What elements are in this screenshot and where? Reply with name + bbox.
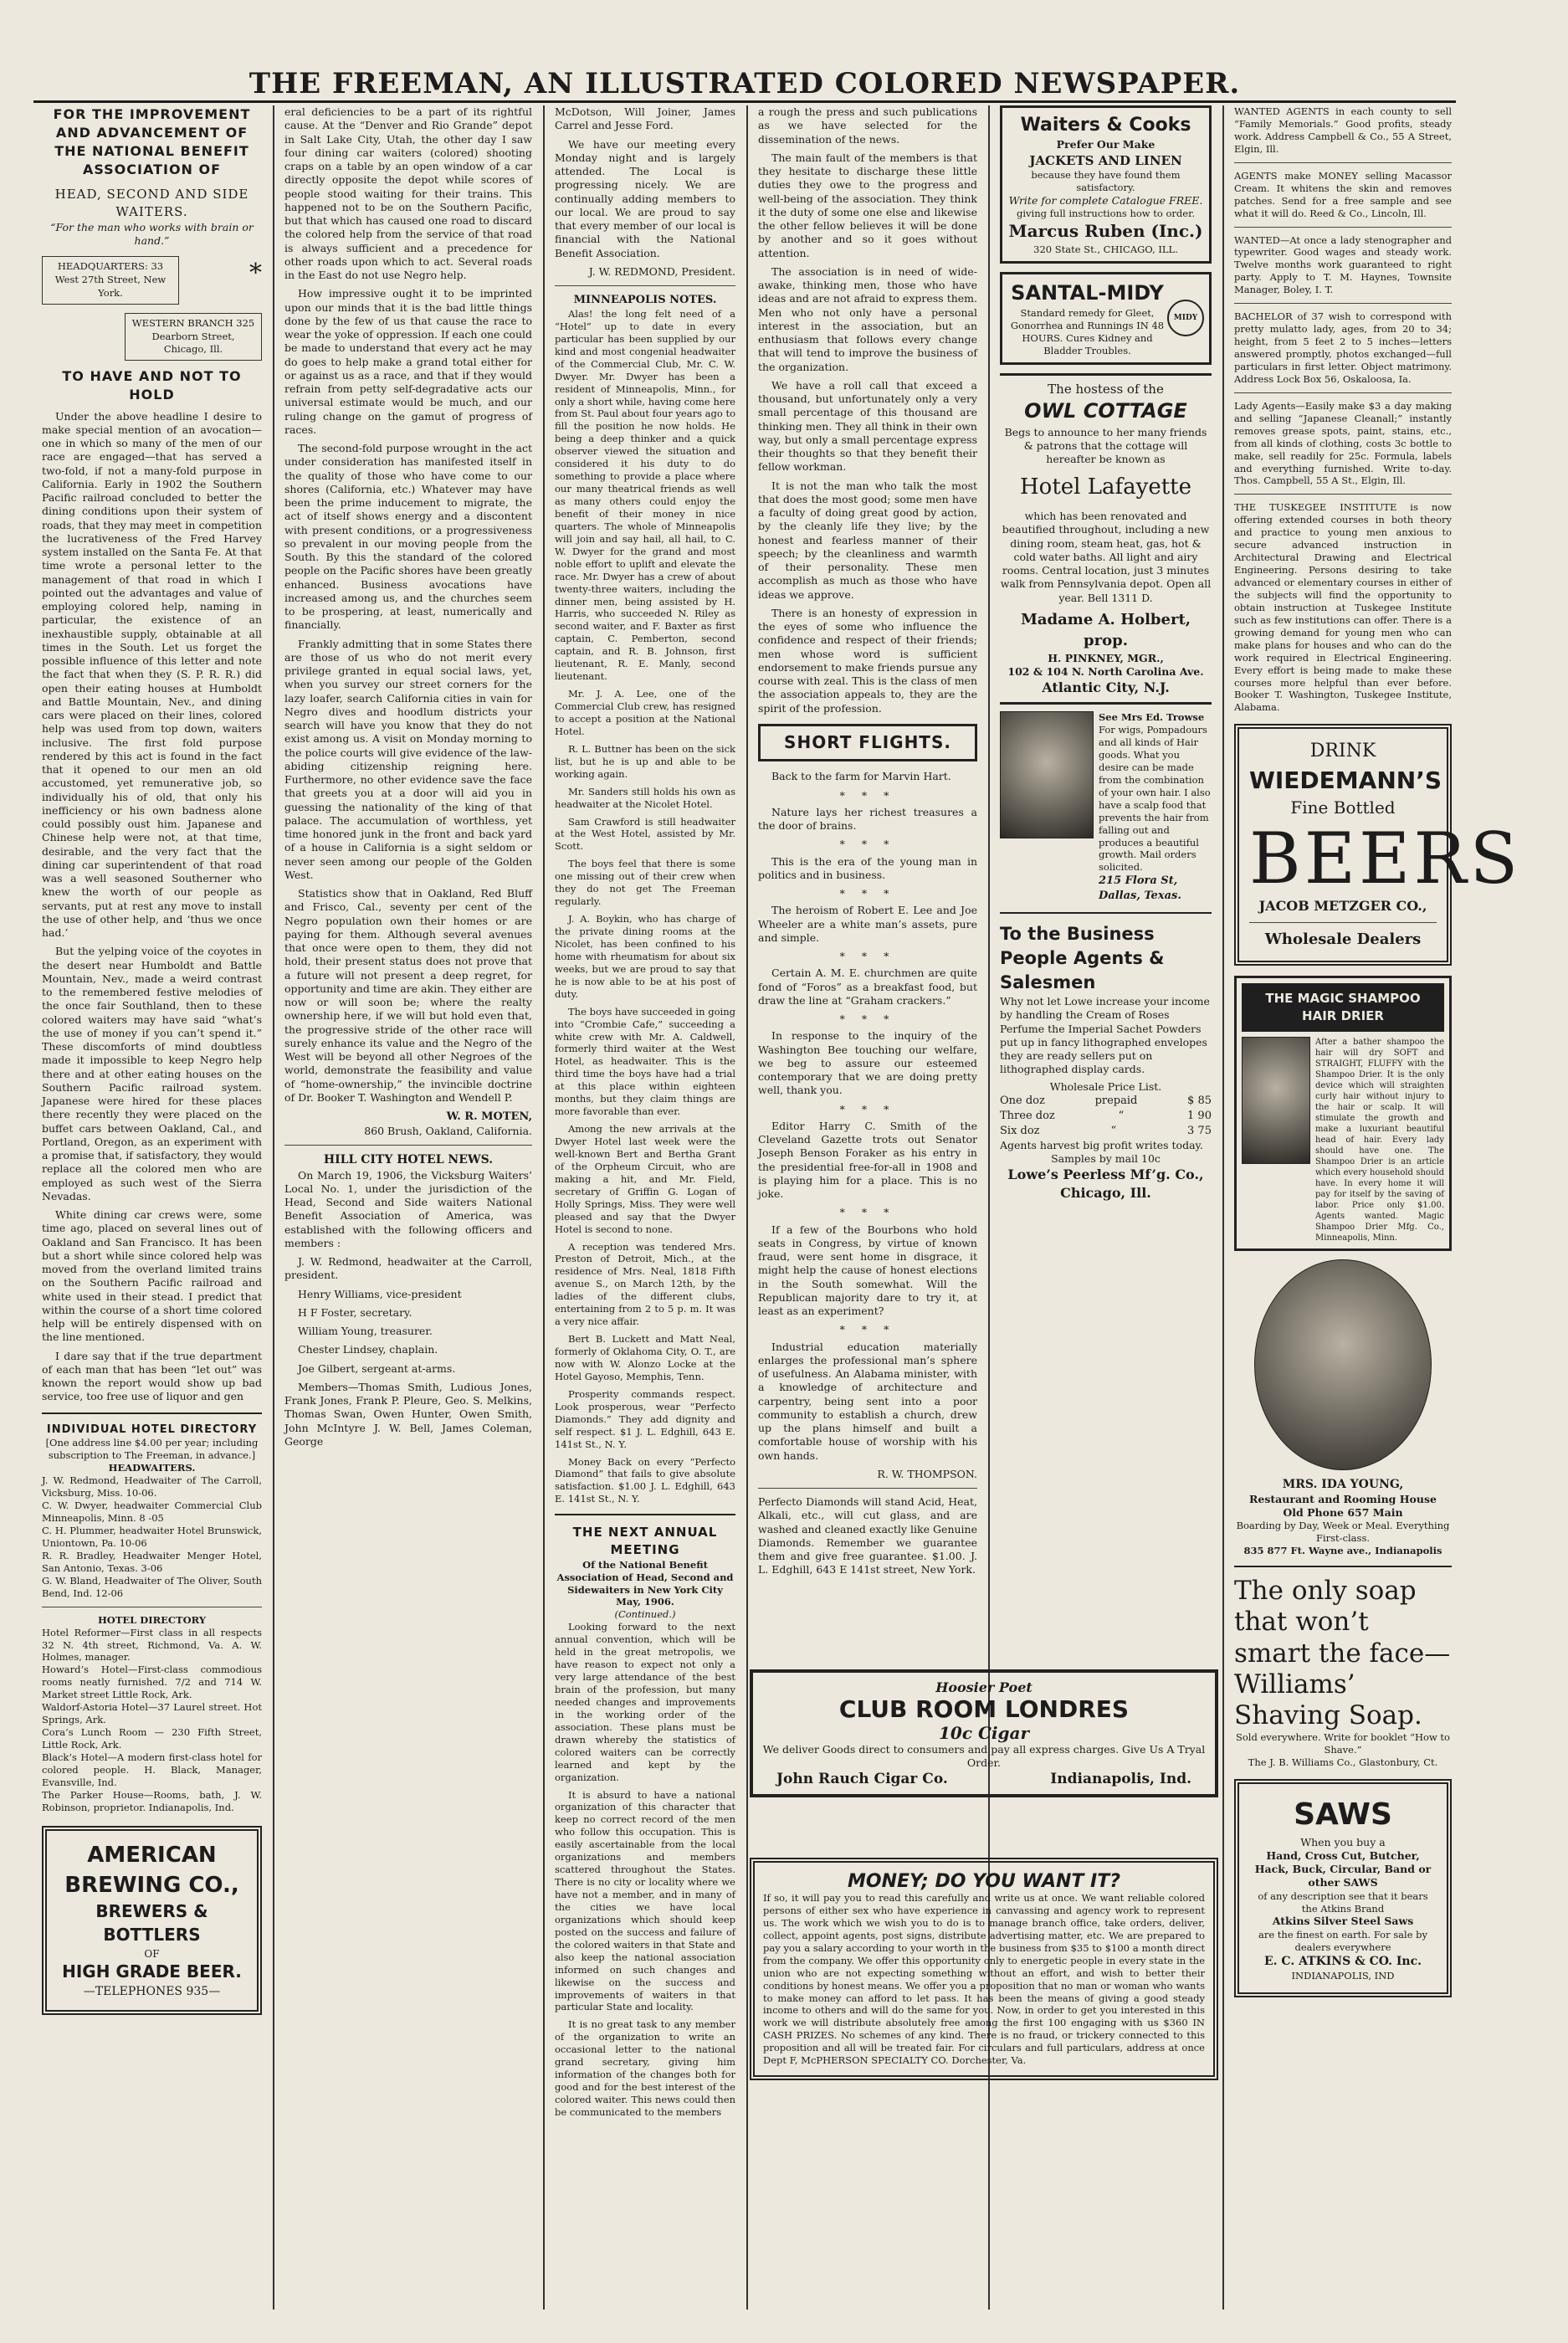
meeting-paragraph: It is not the man who talk the most that does the most good; some men have a faculty of doing great good by action, by the cleanly life they live; by the honest and fearless manner of their speech; by the cleanliness and warmth of their personality. These men accomplish as much as those who have ideas we approve. (758, 479, 977, 601)
diamond-notice: Prosperity commands respect. Look prosperous, wear “Perfecto Diamonds.” They add dignity and self respect. $1 J. L. Edghill, 643 E. 141st St., N. Y. (555, 1387, 735, 1450)
club-poet: Hoosier Poet (935, 1679, 1033, 1695)
saws-city: INDIANAPOLIS, IND (1291, 1969, 1395, 1982)
williams-soap-small: Sold everywhere. Write for booklet “How to Shave.” (1236, 1731, 1450, 1756)
divider (1234, 227, 1452, 228)
article-paragraph: Frankly admitting that in some States there are those of us who do not merit every privilege granted in equal social laws, yet, when you survey our street corners for the lazy loafer, search California cities in vain for Negro dives and hoodlum districts your search will have you know that they do not exist among us. A visit on Monday morning to the police courts will give evidence of the law-abiding citizenship reigning here. Furthermore, no other evidence save the face that greets you at a door will aid you in guessing the nationality of the king of that palace. The accumulation of worthless, yet time honored junk in the front and back yard of a house in California is a sight seldom or never seen among our people of the Golden West. (284, 637, 532, 881)
article-body (42, 410, 262, 1404)
article-paragraph: Under the above headline I desire to make special mention of an avocation—one in which so many of the men of our race are engaged—that has served a two-fold, if not a many-fold purpose in California. Early in 1902 the Southern Pacific railroad concluded to better the dining conditions upon their system of roads, that they may meet in competition the lucrativeness of the Fred Harvey system installed on the Santa Fe. At that time wrote a personal letter to the management of that road in which I pointed out the advantages and value of employing colored help, naming in particular, the existence of an inexhaustible supply, obtainable at all times in the South. Let us forget the possible influence of this letter and note the fact that when they (S. P. R. R.) did open their eating houses at Humboldt and Battle Mountain, Nev., and dining cars were placed on their lines, colored help was used from top down, waiters inclusive. The first fold purpose rendered by this act is found in the fact that it opened to our men an old accustomed, yet remunerative job, so individually his of old, that only his inefficiency or his own badness alone could possibly oust him. Japanese and Chinese help were not, at that time, desirable, and the very fact that the dining car superintendent of that road was a well seasoned Southerner who knew the worth of our people as servants, put at rest any move to install the use of other help, and ‘thus we once had.’ (42, 409, 262, 939)
brewing-company-name: AMERICAN BREWING CO., (64, 1842, 239, 1898)
hotel-entry: Hotel Reformer—First class in all respects 32 N. 4th street, Richmond, Va. A. W. Holmes, manager. (42, 1626, 262, 1664)
price-note-2: Samples by mail 10c (1051, 1151, 1161, 1165)
brewing-line-3: HIGH GRADE BEER. (62, 1961, 242, 1982)
directory-title: INDIVIDUAL HOTEL DIRECTORY (46, 1423, 258, 1436)
trowse-text: For wigs, Pompadours and all kinds of Hair goods. What you desire can be made from the combination of your own hair. I also have a scalp food that prevents the hair from falling out and produces a beautiful growth. Mail orders solicited. (1099, 724, 1211, 874)
classified-item: BACHELOR of 37 wish to correspond with pretty mulatto lady, ages, from 20 to 34; height, from 5 feet 2 to 5 inches—letters answered promptly, photos exchanged—full particulars in first letter. Object matrimony. Address Lock Box 56, Oskaloosa, Ia. (1234, 310, 1452, 385)
president-signature: J. W. REDMOND, President. (588, 264, 735, 278)
shampoo-title: THE MAGIC SHAMPOO HAIR DRIER (1242, 983, 1444, 1031)
american-brewing-ad (42, 1826, 262, 2015)
ida-young-portrait (1254, 1259, 1432, 1470)
club-city: Indianapolis, Ind. (1050, 1770, 1191, 1787)
price-row (1000, 1124, 1212, 1139)
meeting-paragraph: It is no great task to any member of the organization to write an occasional letter to the national grand secretary, giving him information of the changes both for good and for the best interest of the colored waiter. This news could then be communicated to the members (555, 2018, 735, 2118)
news-paragraph: Mr. J. A. Lee, one of the Commercial Club crew, has resigned to accept a position at the National Hotel. (555, 688, 735, 737)
news-paragraph: R. L. Buttner has been on the sick list, but he is up and able to be working again. (555, 742, 735, 780)
article-continued (284, 105, 532, 1105)
lowe-company: Lowe’s Peerless Mf’g. Co., Chicago, Ill. (1007, 1166, 1204, 1202)
business-title: To the Business People Agents & Salesmen (1000, 924, 1165, 993)
owl-line-1: The hostess of the (1048, 381, 1164, 397)
hotel-entry: Cora’s Lunch Room — 230 Fifth Street, Little Rock, Ark. (42, 1726, 262, 1751)
trowse-portrait (1000, 711, 1094, 838)
annual-meeting-subtitle: Of the National Benefit Association of Head, Second and Sidewaiters in New York City May, 1906. (556, 1558, 734, 1608)
divider (1000, 912, 1212, 914)
article-paragraph: How impressive ought it to be imprinted upon our minds that it is the bad little things done by the few of us that cause the race to wear the yoke of oppression. If each one could be made to understand that every act he may do goes to help make a grand total either for or against us as a race, and that if they would refrain from petty self-degradative acts our universal estimate would be much, and our ruling change on the gamut of progress of races. (284, 287, 532, 436)
owl-cottage-ad (1000, 373, 1212, 705)
ida-young-line-1: Restaurant and Rooming House (1249, 1492, 1437, 1505)
brewing-line-2: BREWERS & BOTTLERS (95, 1901, 208, 1945)
wiedemann-title: WIEDEMANN’S (1249, 766, 1442, 794)
article-paragraph: eral deficiencies to be a part of its rightful cause. At the “Denver and Rio Grande” depot in Salt Lake City, Utah, the other day I saw four dining car waiters (colored) shooting craps on a table by an open window of a car directly opposite the depot while scores of people stood waiting for their trains. This happened not to be on the Southern Pacific, but that which has caused one road to discard the colored help from the service of that road is always sufficient and a precedence for other roads upon which to act. Several roads in the East do not use Negro help. (284, 105, 532, 281)
hotel-entry: Waldorf-Astoria Hotel—37 Laurel street. Hot Springs, Ark. (42, 1701, 262, 1726)
meeting-paragraph: Looking forward to the next annual convention, which will be held in the great metropolis, we have reason to expect not only a very large attendance of the best brain of the profession, but many needed changes and improvements in the working order of the association. These plans must be drawn whereby the statistics of colored waiters can be correctly learned and kept by the organization. (555, 1621, 735, 1783)
hill-city-title: HILL CITY HOTEL NEWS. (323, 1153, 494, 1167)
directory-section: HEADWAITERS. (108, 1462, 196, 1474)
waiters-line-2: JACKETS AND LINEN (1029, 152, 1182, 168)
news-paragraph: Henry Williams, vice-president (298, 1287, 462, 1300)
flight-item: If a few of the Bourbons who hold seats in Congress, by virtue of known fraud, were sent home in disgrace, it might help the cause of honest elections in the South somewhat. Will the Republican majority dare to try it, at least as an experiment? (758, 1223, 977, 1318)
holbert-city: Atlantic City, N.J. (1042, 679, 1170, 696)
news-paragraph: On March 19, 1906, the Vicksburg Waiters’ Local No. 1, under the jurisdiction of the Head, Second and Side waiters National Benefit Association of America, was established with the following officers and members : (284, 1168, 532, 1249)
flight-item: Nature lays her richest treasures a the door of brains. (758, 805, 977, 833)
midy-badge: MIDY (1167, 300, 1204, 336)
hotel-entry: Howard’s Hotel—First-class commodious rooms neatly furnished. 7/2 and 714 W. Market street Little Rock, Ark. (42, 1664, 262, 1701)
news-paragraph: We have our meeting every Monday night and is largely attended. The Local is progressing nicely. We are continually adding members to our local. We are proud to say that every member of our local is financial with the National Benefit Association. (555, 137, 735, 259)
price-note: “ (1118, 1109, 1125, 1122)
western-branch-box: WESTERN BRANCH 325 Dearborn Street, Chicago, Ill. (125, 313, 262, 361)
price-note: “ (1110, 1124, 1117, 1137)
divider (555, 285, 735, 286)
waiters-catalog: Write for complete Catalogue FREE. (1008, 194, 1203, 208)
article-title: TO HAVE AND NOT TO HOLD (62, 368, 242, 403)
wholesale-label: Wholesale Dealers (1264, 931, 1422, 949)
column-rule (746, 105, 748, 2310)
meeting-paragraph: a rough the press and such publications as we have selected for the dissemination of the news. (758, 105, 977, 146)
signature-address: 860 Brush, Oakland, California. (364, 1124, 532, 1137)
fine-bottled: Fine Bottled (1290, 797, 1396, 818)
holbert-name: Madame A. Holbert, prop. (1020, 610, 1191, 649)
owl-line-2: Begs to announce to her many friends & patrons that the cottage will hereafter be known as (1004, 425, 1207, 466)
news-paragraph: J. W. Redmond, headwaiter at the Carroll, president. (284, 1255, 532, 1282)
headline-line-2: THE NATIONAL BENEFIT ASSOCIATION OF (54, 143, 249, 178)
separator-dots: * * * (839, 788, 896, 802)
short-flights-body (758, 770, 977, 1463)
meeting-paragraph: The association is in need of wide-awake, thinking men, those who have ideas and are not afraid to express them. Men who not only have a personal interest in the association, but an enthusiasm that follows every change that will tend to improve the business of the organization. (758, 264, 977, 373)
santal-text: Standard remedy for Gleet, Gonorrhea and Runnings IN 48 HOURS. Cures Kidney and Bladder Troubles. (1010, 307, 1165, 356)
masthead: THE FREEMAN, AN ILLUSTRATED COLORED NEWSPAPER. (33, 67, 1456, 103)
price-list-title: Wholesale Price List. (1049, 1079, 1162, 1093)
waiters-line-1: Prefer Our Make (1056, 138, 1156, 151)
classified-item: WANTED AGENTS in each county to sell “Family Memorials.” Good profits, steady work. Address Campbell & Co., 55 A Street, Elgin, Ill. (1234, 105, 1452, 155)
classified-item: THE TUSKEGEE INSTITUTE is now offering extended courses in both theory and practice to young men anxious to secure advanced instruction in Architectural Drawing and Electrical Engineering. Persons desiring to take advanced or elementary courses in either of the subjects will find the opportunity to obtain instruction at Tuskegee Institute such as few institutions can offer. There is a growing demand for young men who can make plans for houses and who can do the work required in Electrical Engineering. Every effort is being made to make these courses more helpful than ever before. Booker T. Washington, Tuskegee Institute, Alabama. (1234, 501, 1452, 714)
trowse-address: 215 Flora St, Dallas, Texas. (1099, 874, 1181, 903)
ida-young-name: MRS. IDA YOUNG, (1282, 1477, 1404, 1491)
news-paragraph: William Young, treasurer. (298, 1325, 433, 1337)
column-rule (543, 105, 545, 2310)
directory-entry: R. R. Bradley, Headwaiter Menger Hotel, San Antonio, Texas. 3-06 (42, 1549, 262, 1574)
news-paragraph: Chester Lindsey, chaplain. (298, 1343, 438, 1356)
annual-meeting-body (555, 1621, 735, 2119)
ida-young-address: 835 877 Ft. Wayne ave., Indianapolis (1243, 1545, 1442, 1557)
annual-meeting-title: THE NEXT ANNUAL MEETING (572, 1525, 718, 1557)
separator-dots: * * * (839, 1206, 896, 1219)
classified-item: Lady Agents—Easily make $3 a day making and selling “Japanese Cleanall;” instantly removes grease spots, paint, stains, etc., from all kinds of clothing, costs 3c bottle to make, sell readily for 25c. Formula, labels and everything furnished. Write to-day. Thos. Campbell, 55 A St., Elgin, Ill. (1234, 399, 1452, 487)
meeting-paragraph: There is an honesty of expression in the eyes of some who influence the confidence and respect of their friends; men whose word is sufficient endorsement to make friends pursue any course with zeal. This is the class of men the association appeals to, they are the spirit of the profession. (758, 606, 977, 715)
price-qty: Six doz (1000, 1124, 1040, 1137)
holbert-manager: H. PINKNEY, MGR., (1048, 651, 1164, 664)
divider (555, 1514, 735, 1515)
hotel-entry: Black’s Hotel—A modern first-class hotel for colored people. H. Black, Manager, Evansville, Ind. (42, 1751, 262, 1788)
hotel-lafayette-text: which has been renovated and beautified throughout, including a new dining room, steam heat, gas, hot & cold water baths. All light and airy rooms. Central location, just 3 minutes walk from Pennsylvania depot. Open all year. Bell 1311 D. (1000, 510, 1212, 604)
news-paragraph: Mr. Sanders still holds his own as headwaiter at the Nicolet Hotel. (555, 785, 735, 810)
williams-soap-text: The only soap that won’t smart the face—Williams’ Shaving Soap. (1234, 1576, 1451, 1730)
article-paragraph: But the yelping voice of the coyotes in the desert near Humboldt and Battle Mountain, Nev., made a weird contrast to the remembered festive melodies of the once fair Southland, then to these colored waiters may have said “what’s the use of money if you can’t spend it.” These discomforts of mind doubtless made it impossible to keep Negro help there and at other eating houses on the Southern Pacific railroad system. Japanese were hired for these places there recently they were placed on the buffet cars between Oakland, Cal., and Portland, Oregon, as an experiment with a promise that, if satisfactory, they would replace all the colored men who are employed as such west of the Sierra Nevadas. (42, 945, 262, 1202)
article-paragraph: The second-fold purpose wrought in the act under consideration has manifested itself in the quality of those who have come to our shores (California, etc.) Whatever may have been the prime inducement to migrate, the act of itself shows energy and a discontent with present conditions, or a progressiveness so prevalent in our moving people from the South. By this the standard of the colored people on the Pacific shores have been greatly enhanced. Business avocations have increased among us, and the churches seem to be prospering, at least, numerically and financially. (284, 442, 532, 632)
separator-dots: * * * (839, 1013, 896, 1026)
divider (42, 1412, 262, 1414)
hill-city-continued (555, 105, 735, 260)
divider (1249, 922, 1437, 923)
column-1 (33, 105, 270, 2310)
directory-list (42, 1474, 262, 1599)
price-note-1: Agents harvest big profit writes today. (1000, 1138, 1203, 1151)
directory-entry: J. W. Redmond, Headwaiter of The Carroll, Vicksburg, Miss. 10-06. (42, 1474, 262, 1500)
subhead: HEAD, SECOND AND SIDE WAITERS. (54, 187, 249, 219)
club-title: CLUB ROOM LONDRES (838, 1695, 1130, 1723)
short-flights-title-box (758, 724, 977, 762)
column-rule (273, 105, 274, 2310)
drink-label: DRINK (1309, 741, 1376, 762)
news-paragraph: A reception was tendered Mrs. Preston of Detroit, Mich., at the residence of Mrs. Neal, 1818 Fifth avenue S., on March 12th, by the ladies of the different clubs, entertaining from 2 to 5 p. m. It was a very nice affair. (555, 1240, 735, 1328)
separator-dots: * * * (839, 950, 896, 963)
marcus-ruben: Marcus Ruben (Inc.) (1008, 221, 1203, 242)
news-paragraph: Joe Gilbert, sergeant at-arms. (298, 1361, 456, 1375)
divider (1234, 162, 1452, 163)
column-rule (1222, 105, 1224, 2310)
brewing-phone: —TELEPHONES 935— (83, 1984, 221, 1998)
directory-entry: C. H. Plummer, headwaiter Hotel Brunswick, Uniontown, Pa. 10-06 (42, 1525, 262, 1549)
meeting-continued (758, 105, 977, 715)
classified-item: AGENTS make MONEY selling Macassor Cream. It whitens the skin and removes patches. Send for a free sample and see what it will do. Reed & Co., Lincoln, Ill. (1234, 169, 1452, 219)
trowse-ad (1000, 711, 1212, 904)
flight-item: Back to the farm for Marvin Hart. (771, 770, 951, 783)
magic-shampoo-ad (1234, 976, 1452, 1250)
price-value: 1 90 (1187, 1109, 1212, 1122)
price-row (1000, 1094, 1212, 1109)
headline-line-1: FOR THE IMPROVEMENT AND ADVANCEMENT OF (53, 106, 251, 141)
news-paragraph: Among the new arrivals at the Dwyer Hotel last week were the well-known Bert and Bertha Grant of the Orpheum Circuit, who are making a hit, and Mr. Field, secretary of Griffin G. Logan of Holly Springs, Miss. They were well pleased and say that the Dwyer Hotel is second to none. (555, 1123, 735, 1235)
directory-entry: C. W. Dwyer, headwaiter Commercial Club Minneapolis, Minn. 8 -05 (42, 1500, 262, 1525)
williams-soap-company: The J. B. Williams Co., Glastonbury, Ct. (1248, 1756, 1438, 1768)
money-text: If so, it will pay you to read this carefully and write us at once. We want reliable colored persons of either sex who have experience in canvassing and agency work to represent us. The work which we wish you to do is to manage branch office, take orders, deliver, collect, appoint agents, post signs, distribute advertising matter, etc. We are prepared to pay you a salary according to your worth in the business from $35 to $100 a month direct from the company. We offer this opportunity only to energetic people in every state in the union who are not expecting something without an effort, and wish to better their conditions by honest means. We offer you a proposition that no man or woman who wants to make money can afford to let pass. It has been the means of giving a good steady income to others and will do the same for you. Now, in order to get you interested in this work we will distribute absolutely free among the first 100 engaging with us $360 IN CASH PRIZES. No schemes of any kind. There is no fraud, or trickery connected to this proposition and all will be treated fair. For circulars and full particulars, address at once Dept F, McPHERSON SPECIALTY CO. Dorchester, Va. (763, 1892, 1205, 2067)
star-ornament: * (249, 259, 262, 289)
flights-signature: R. W. THOMPSON. (877, 1467, 977, 1480)
meeting-paragraph: The main fault of the members is that they hesitate to discharge these little duties they owe to the progress and well-being of the association. They think it the duty of some one else and likewise the other fellow believes it will be done by another and so it goes without attention. (758, 151, 977, 259)
hotel-entry: The Parker House—Rooms, bath, J. W. Robinson, proprietor. Indianapolis, Ind. (42, 1788, 262, 1813)
trowse-title: See Mrs Ed. Trowse (1099, 711, 1205, 724)
price-row (1000, 1109, 1212, 1124)
directory-entry: G. W. Bland, Headwaiter of The Oliver, South Bend, Ind. 12-06 (42, 1574, 262, 1599)
news-paragraph: McDotson, Will Joiner, James Carrel and Jesse Ford. (555, 105, 735, 132)
ida-young-line-2: Old Phone 657 Main (1283, 1506, 1403, 1520)
meeting-paragraph: It is absurd to have a national organization of this character that keep no correct record of the men who follow this occupation. This is easily ascertainable from the local organizations and members scattered throughout the States. There is no city or locality where we have not a member, and in many of the cities we have local organizations which should keep posted on the success and failure of the colored waiters in that State and also keep the national association informed on such changes and likewise on the success and improvements of waiters in that particular State and locality. (555, 1788, 735, 2013)
hotel-directory-title: HOTEL DIRECTORY (97, 1613, 207, 1626)
separator-dots: * * * (839, 1323, 896, 1336)
marcus-ruben-address: 320 State St., CHICAGO, ILL. (1033, 243, 1178, 255)
brewing-of: OF (144, 1947, 160, 1960)
saws-line-2: Hand, Cross Cut, Butcher, Hack, Buck, Circular, Band or other SAWS (1254, 1848, 1432, 1889)
divider (1234, 1566, 1452, 1567)
business-text: Why not let Lowe increase your income by handling the Cream of Roses Perfume the Imperial Sachet Powders put up in fancy lithographed envelopes they are ready sellers put on lithographed display cards. (1000, 995, 1210, 1076)
price-qty: Three doz (1000, 1109, 1055, 1122)
money-title: MONEY; DO YOU WANT IT? (847, 1871, 1121, 1892)
santal-title: SANTAL-MIDY (1011, 280, 1164, 305)
ida-young-line-3: Boarding by Day, Week or Meal. Everything First-class. (1236, 1520, 1450, 1545)
article-paragraph: White dining car crews were, some time ago, placed on several lines out of Oakland and San Francisco. It has been but a short while since colored help was moved from the overland limited trains on the Southern Pacific railroad and white used in their stead. I predict that within the course of a short time colored help will be entirely dispensed with on the line mentioned. (42, 1208, 262, 1344)
article-paragraph: Statistics show that in Oakland, Red Bluff and Frisco, Cal., seventy per cent of the Negro population own their homes or are paying for them. Although several avenues that once were open to them, they did not hold, their present status does not prove that a future will not present a deep regret, for opportunity and time are akin. They either are now or will soon be; where the realty ownership here, if we will but hold even that, the progressive stride of the other race will surely enhance its value and the Negro of the West will be beyond all other Negroes of the world, demonstrate the feasibility and value of “home-ownership,” the invincible doctrine of Dr. Booker T. Washington and Wendell P. (284, 887, 532, 1104)
news-paragraph: Alas! the long felt need of a “Hotel” up to date in every particular has been supplied by our kind and most congenial headwaiter of the Commercial Club, Mr. C. W. Dwyer. Mr. Dwyer has been a resident of Minneapolis, Minn., for only a short while, having come here from St. Paul about four years ago to fill the position he now holds. He being a deep thinker and a quick observer viewed the situation and considered it his duty to do something to provide a place where our many theatrical friends as well as many others could enjoy the benefit of their money in nice quarters. The whole of Minneapolis will join and say hail, all hail, to C. W. Dwyer for the grand and most noble effort to uplift and elevate the race. Mr. Dwyer has a crew of about twenty-three waiters, including the dinner men, being assisted by H. Harris, who succeeded N. Riley as second waiter, and F. Baxter as first captain, C. Pemberton, second captain, and R. B. Johnson, first lieutenant, R. E. Manly, second lieutenant. (555, 307, 735, 683)
directory-note: [One address line $4.00 per year; including subscription to The Freeman, in advance.] (45, 1437, 259, 1462)
flight-item: This is the era of the young man in politics and in business. (758, 854, 977, 881)
price-qty: One doz (1000, 1094, 1045, 1107)
holbert-address: 102 & 104 N. North Carolina Ave. (1007, 664, 1204, 678)
divider (1234, 494, 1452, 495)
saws-company: E. C. ATKINS & CO. Inc. (1264, 1954, 1422, 1968)
headquarters-row (42, 256, 262, 305)
owl-title: OWL COTTAGE (1024, 399, 1187, 423)
article-signature: W. R. MOTEN, (446, 1110, 532, 1123)
divider (1234, 303, 1452, 304)
hotel-directory-list (42, 1627, 262, 1814)
money-ad (750, 1858, 1218, 2080)
saws-line-1: When you buy a (1300, 1835, 1386, 1848)
hill-city-body (284, 1169, 532, 1449)
beers-title: BEERS (1249, 817, 1522, 900)
diamond-notice: Money Back on every “Perfecto Diamond” that fails to give absolute satisfaction. $1.00 J. L. Edghill, 643 E. 141st St., N. Y. (555, 1455, 735, 1505)
shampoo-text: After a bather shampoo the hair will dry SOFT and STRAIGHT, FLUFFY with the Shampoo Drier. It is the only device which will straighten curly hair without injury to the hair or scalp. It will stimulate the growth and make a luxuriant beautiful head of hair. Every lady should have one. The Shampoo Drier is an article which every household should have. In every home it will pay for itself by the saving of labor. Price only $1.00. Agents wanted. Magic Shampoo Drier Mfg. Co., Minneapolis, Minn. (1315, 1037, 1444, 1243)
divider (758, 1488, 977, 1489)
club-room-ad (750, 1669, 1218, 1797)
minneapolis-title: MINNEAPOLIS NOTES. (573, 294, 717, 306)
flight-item: The heroism of Robert E. Lee and Joe Wheeler are a white man’s assets, pure and simple. (758, 904, 977, 944)
classifieds (1234, 105, 1452, 714)
divider (1234, 392, 1452, 393)
column-2 (276, 105, 541, 2310)
article-paragraph: I dare say that if the true department of each man that has been “let out” was known the report would show up bad service, too free use of liquor and gen (42, 1349, 262, 1403)
headquarters-box: HEADQUARTERS: 33 West 27th Street, New York. (42, 256, 179, 305)
news-paragraph: Sam Crawford is still headwaiter at the West Hotel, assisted by Mr. Scott. (555, 815, 735, 853)
price-value: 3 75 (1187, 1124, 1212, 1137)
column-6 (1226, 105, 1522, 2310)
waiters-line-3: because they have found them satisfactory. (1031, 169, 1181, 194)
wiedemann-ad (1234, 724, 1522, 966)
flight-item: Editor Harry C. Smith of the Cleveland Gazette trots out Senator Joseph Benson Foraker as his entry in the presidential free-for-all in 1908 and is playing him for a place. This is no joke. (758, 1119, 977, 1201)
news-paragraph: The boys feel that there is some one missing out of their crew when they do not get The Freeman regularly. (555, 858, 735, 908)
hotel-lafayette-title: Hotel Lafayette (1020, 474, 1191, 500)
club-text: We deliver Goods direct to consumers and pay all express charges. Give Us A Tryal Order. (762, 1743, 1206, 1770)
diamond-ad: Perfecto Diamonds will stand Acid, Heat, Alkali, etc., will cut glass, and are washed and cleaned exactly like Genuine Diamonds. Remember we guarantee them and give free guarantee. $1.00. J. L. Edghill, 643 E 141st street, New York. (758, 1495, 977, 1577)
news-paragraph: J. A. Boykin, who has charge of the private dining rooms at the Nicolet, has been confined to his home with rheumatism for about six weeks, but we are proud to say that he is now able to be at his post of duty. (555, 913, 735, 1000)
continued-label: (Continued.) (614, 1608, 676, 1621)
minneapolis-body (555, 308, 735, 1505)
waiters-line-4: giving full instructions how to order. (1017, 208, 1195, 220)
saws-title: SAWS (1294, 1797, 1392, 1832)
saws-line-4: Atkins Silver Steel Saws (1272, 1915, 1414, 1928)
price-value: $ 85 (1187, 1094, 1212, 1107)
club-price: 10c Cigar (939, 1723, 1029, 1743)
flight-item: Certain A. M. E. churchmen are quite fond of “Foros” as a breakfast food, but draw the line at “Graham crackers.” (758, 966, 977, 1007)
short-flights-title: SHORT FLIGHTS. (784, 731, 951, 752)
divider (284, 1145, 532, 1146)
saws-line-3: of any description see that it bears the Atkins Brand (1258, 1889, 1428, 1915)
metzger-name: JACOB METZGER CO., (1258, 898, 1427, 915)
price-note: prepaid (1094, 1094, 1138, 1107)
separator-dots: * * * (839, 838, 896, 851)
flight-item: Industrial education materially enlarges the professional man’s sphere of usefulness. An Alabama minister, with a knowledge of architecture and carpentry, being sent into a poor community to establish a church, drew up the plans himself and built a comfortable house of worship with his own hands. (758, 1340, 977, 1462)
waiters-title: Waiters & Cooks (1020, 115, 1191, 136)
meeting-paragraph: We have a roll call that exceed a thousand, but unfortunately only a very small percentage of this thousand are thinking men. They all think in their own way, but only a small percentage express their thoughts so that they benefit their fellow workman. (758, 378, 977, 474)
separator-dots: * * * (839, 887, 896, 900)
club-company: John Rauch Cigar Co. (776, 1770, 948, 1787)
waiters-cooks-ad (1000, 105, 1212, 264)
shampoo-portrait (1242, 1037, 1310, 1164)
column-3 (546, 105, 744, 2310)
flight-item: In response to the inquiry of the Washington Bee touching our welfare, we beg to assure our esteemed contemporary that we are doing pretty well, thank you. (758, 1029, 977, 1097)
news-paragraph: Bert B. Luckett and Matt Neal, formerly of Oklahoma City, O. T., are now with W. Alonzo Locke at the Hotel Gayoso, Memphis, Tenn. (555, 1333, 735, 1382)
news-paragraph: H F Foster, secretary. (298, 1305, 412, 1319)
santal-midy-ad (1000, 272, 1212, 365)
saws-line-5: are the finest on earth. For sale by dealers everywhere (1258, 1928, 1428, 1953)
news-paragraph: Members—Thomas Smith, Ludious Jones, Frank Jones, Frank P. Pleure, Geo. S. Melkins, Thomas Swan, Owen Hunter, Owen Smith, John McIntyre J. W. Bell, James Coleman, George (284, 1380, 532, 1448)
news-paragraph: The boys have succeeded in going into “Crombie Cafe,” succeeding a white crew with Mr. A. Caldwell, formerly third waiter at the West Hotel, as headwaiter. This is the third time the boys have had a trial at this place within eighteen months, but they claim things are more favorable than ever. (555, 1005, 735, 1118)
separator-dots: * * * (839, 1102, 896, 1115)
motto: “For the man who works with brain or hand.” (50, 220, 254, 247)
atkins-saws-ad (1234, 1779, 1452, 1997)
classified-item: WANTED—At once a lady stenographer and typewriter. Good wages and steady work. Twelve months work guaranteed to right party. Apply to T. M. Haynes, Townsite Manager, Boley, I. T. (1234, 233, 1452, 296)
